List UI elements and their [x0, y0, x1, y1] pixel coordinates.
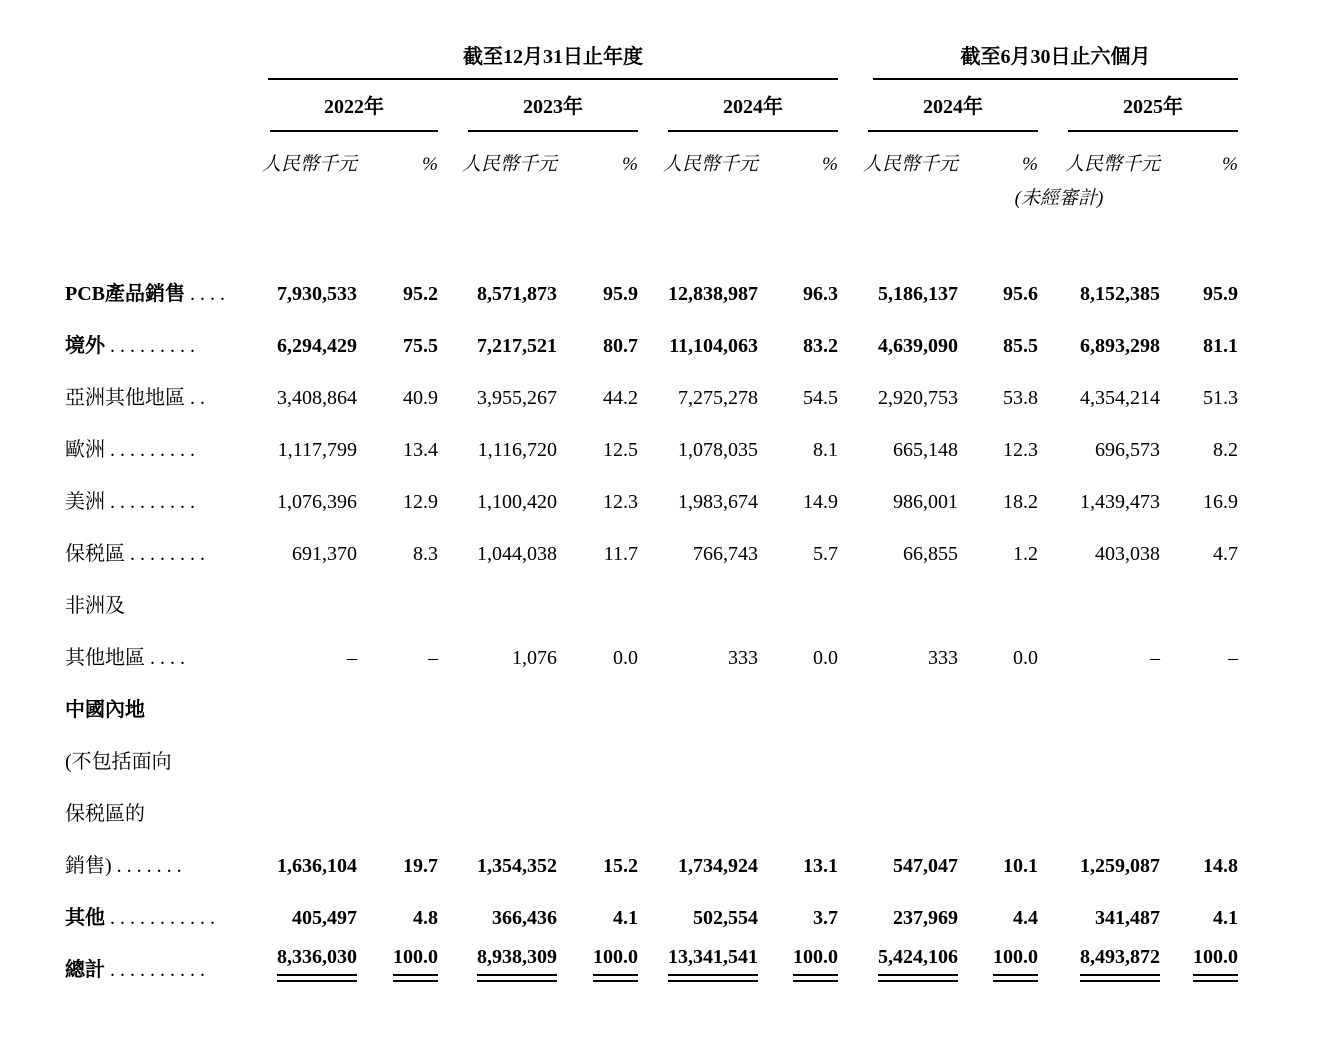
total-value-double-underline: 100.0	[793, 946, 838, 982]
table-row	[65, 878, 1238, 930]
empty-values-span	[240, 722, 1238, 774]
percent-cell: –	[428, 647, 438, 669]
table-row	[65, 774, 1238, 826]
header-body-spacer	[65, 210, 1238, 254]
dot-leader: .........	[110, 335, 200, 357]
row-label: 總計 ..........	[65, 959, 210, 981]
percent-cell: 12.3	[1003, 439, 1038, 461]
percent-cell: –	[1228, 647, 1238, 669]
percent-cell: 14.8	[1203, 855, 1238, 877]
revenue-by-region-table	[65, 38, 1238, 982]
percent-cell: 75.5	[403, 335, 438, 357]
table-row	[65, 566, 1238, 618]
percent-cell: 40.9	[403, 387, 438, 409]
amount-cell: 403,038	[1095, 543, 1160, 565]
table-row	[65, 254, 1238, 306]
amount-cell	[438, 930, 557, 982]
row-label: 非洲及	[65, 595, 125, 617]
percent-cell: 83.2	[803, 335, 838, 357]
amount-cell: 1,076	[512, 647, 557, 669]
financial-table-page	[0, 38, 1342, 1042]
percent-cell: 5.7	[813, 543, 838, 565]
percent-cell: 11.7	[603, 543, 638, 565]
percent-cell: 51.3	[1203, 387, 1238, 409]
percent-cell: 12.9	[403, 491, 438, 513]
year-header-2022: 2022年	[270, 90, 438, 132]
total-value-double-underline: 100.0	[993, 946, 1038, 982]
row-label: 保税區的	[65, 803, 145, 825]
percent-cell: 85.5	[1003, 335, 1038, 357]
total-value-double-underline: 100.0	[1193, 946, 1238, 982]
year-header-row	[65, 80, 1238, 132]
percent-cell: 95.9	[1203, 283, 1238, 305]
row-label: PCB產品銷售 ....	[65, 283, 230, 305]
amount-cell: 4,354,214	[1080, 387, 1160, 409]
percent-cell: 14.9	[803, 491, 838, 513]
amount-cell: 4,639,090	[878, 335, 958, 357]
table-row	[65, 462, 1238, 514]
percent-cell: 95.9	[603, 283, 638, 305]
total-value-double-underline: 100.0	[393, 946, 438, 982]
table-row	[65, 410, 1238, 462]
amount-cell: 1,117,799	[277, 439, 357, 461]
unaudited-note-row	[65, 176, 1238, 210]
percent-cell: 8.2	[1213, 439, 1238, 461]
percent-cell	[557, 930, 638, 982]
row-label: (不包括面向	[65, 751, 172, 773]
percent-cell: 16.9	[1203, 491, 1238, 513]
amount-cell: 6,893,298	[1080, 335, 1160, 357]
percent-cell: 18.2	[1003, 491, 1038, 513]
row-label: 歐洲 .........	[65, 439, 200, 461]
amount-cell: 691,370	[292, 543, 357, 565]
empty-values-span	[240, 774, 1238, 826]
table-row	[65, 670, 1238, 722]
table-row	[65, 306, 1238, 358]
dot-leader: ..........	[110, 959, 210, 981]
amount-cell: 333	[928, 647, 958, 669]
amount-cell: 341,487	[1095, 907, 1160, 929]
table-row	[65, 930, 1238, 982]
percent-cell: 95.2	[403, 283, 438, 305]
amount-cell: 1,116,720	[477, 439, 557, 461]
unit-label: 人民幣千元	[662, 154, 758, 175]
amount-cell: 1,076,396	[277, 491, 357, 513]
units-header-row	[65, 132, 1238, 176]
year-header-2023: 2023年	[468, 90, 638, 132]
amount-cell: 6,294,429	[277, 335, 357, 357]
percent-label: %	[422, 154, 438, 175]
dot-leader: .........	[110, 491, 200, 513]
amount-cell: 1,259,087	[1080, 855, 1160, 877]
amount-cell: 11,104,063	[669, 335, 758, 357]
total-value-double-underline: 100.0	[593, 946, 638, 982]
label-column-spacer	[65, 80, 240, 132]
total-value-double-underline: 13,341,541	[668, 946, 758, 982]
amount-cell: 66,855	[903, 543, 958, 565]
percent-cell: 53.8	[1003, 387, 1038, 409]
amount-cell	[1038, 930, 1160, 982]
table-body	[65, 254, 1238, 982]
unit-label: 人民幣千元	[261, 154, 357, 175]
percent-cell: 0.0	[613, 647, 638, 669]
row-label: 保税區 ........	[65, 543, 210, 565]
dot-leader: ........	[130, 543, 210, 565]
amount-cell: 3,955,267	[477, 387, 557, 409]
amount-cell: 8,571,873	[477, 283, 557, 305]
year-header-2025-interim: 2025年	[1068, 90, 1238, 132]
amount-cell: 405,497	[292, 907, 357, 929]
year-header-2024: 2024年	[668, 90, 838, 132]
percent-label: %	[1222, 154, 1238, 175]
amount-cell	[838, 930, 958, 982]
percent-cell	[1160, 930, 1238, 982]
dot-leader: ....	[190, 283, 230, 305]
percent-cell: 95.6	[1003, 283, 1038, 305]
percent-cell: 3.7	[813, 907, 838, 929]
amount-cell: 1,354,352	[477, 855, 557, 877]
amount-cell: 7,930,533	[277, 283, 357, 305]
percent-cell: 44.2	[603, 387, 638, 409]
percent-cell: 4.1	[1213, 907, 1238, 929]
percent-cell: 12.5	[603, 439, 638, 461]
percent-label: %	[622, 154, 638, 175]
total-value-double-underline: 8,493,872	[1080, 946, 1160, 982]
amount-cell: 1,734,924	[678, 855, 758, 877]
row-label: 境外 .........	[65, 335, 200, 357]
amount-cell: 5,186,137	[878, 283, 958, 305]
percent-cell	[958, 930, 1038, 982]
note-spacer	[65, 176, 958, 210]
percent-cell: 13.1	[803, 855, 838, 877]
amount-cell: –	[347, 647, 357, 669]
percent-cell: 10.1	[1003, 855, 1038, 877]
table-row	[65, 358, 1238, 410]
unit-label: 人民幣千元	[862, 154, 958, 175]
amount-cell: 366,436	[492, 907, 557, 929]
unit-label: 人民幣千元	[1064, 154, 1160, 175]
percent-cell: 81.1	[1203, 335, 1238, 357]
dot-leader: .........	[110, 439, 200, 461]
year-header-2024-interim: 2024年	[868, 90, 1038, 132]
percent-cell	[357, 930, 438, 982]
dot-leader: ....	[150, 647, 190, 669]
total-value-double-underline: 8,938,309	[477, 946, 557, 982]
row-label: 中國內地	[65, 699, 145, 721]
amount-cell: 547,047	[893, 855, 958, 877]
amount-cell: 7,217,521	[477, 335, 557, 357]
percent-cell: 54.5	[803, 387, 838, 409]
table-row	[65, 514, 1238, 566]
percent-cell: 4.7	[1213, 543, 1238, 565]
amount-cell: 986,001	[893, 491, 958, 513]
amount-cell: 1,636,104	[277, 855, 357, 877]
amount-cell: 237,969	[893, 907, 958, 929]
amount-cell: 696,573	[1095, 439, 1160, 461]
amount-cell: 1,439,473	[1080, 491, 1160, 513]
percent-cell: 4.1	[613, 907, 638, 929]
amount-cell: 12,838,987	[668, 283, 758, 305]
percent-cell: 8.1	[813, 439, 838, 461]
amount-cell	[240, 930, 357, 982]
amount-cell: 1,044,038	[477, 543, 557, 565]
amount-cell: 1,078,035	[678, 439, 758, 461]
percent-cell: 4.8	[413, 907, 438, 929]
amount-cell: –	[1150, 647, 1160, 669]
unaudited-note: (未經審計)	[1014, 188, 1104, 209]
empty-values-span	[240, 566, 1238, 618]
amount-cell: 7,275,278	[678, 387, 758, 409]
amount-cell: 766,743	[693, 543, 758, 565]
total-value-double-underline: 8,336,030	[277, 946, 357, 982]
amount-cell: 1,983,674	[678, 491, 758, 513]
amount-cell	[638, 930, 758, 982]
amount-cell: 665,148	[893, 439, 958, 461]
dot-leader: ..	[190, 387, 210, 409]
percent-cell: 0.0	[813, 647, 838, 669]
dot-leader: ...........	[110, 907, 220, 929]
percent-cell: 8.3	[413, 543, 438, 565]
row-label: 銷售) .......	[65, 855, 187, 877]
row-label: 其他 ...........	[65, 907, 220, 929]
percent-cell: 13.4	[403, 439, 438, 461]
percent-cell	[758, 930, 838, 982]
row-label: 亞洲其他地區 ..	[65, 387, 210, 409]
percent-label: %	[1022, 154, 1038, 175]
percent-cell: 19.7	[403, 855, 438, 877]
period-group-header-row	[65, 38, 1238, 80]
dot-leader: .......	[116, 855, 187, 877]
label-column-spacer	[65, 132, 240, 176]
note-spacer	[1160, 176, 1238, 210]
table-row	[65, 722, 1238, 774]
empty-values-span	[240, 670, 1238, 722]
amount-cell: 3,408,864	[277, 387, 357, 409]
table-row	[65, 826, 1238, 878]
percent-cell: 1.2	[1013, 543, 1038, 565]
percent-cell: 12.3	[603, 491, 638, 513]
row-label: 其他地區 ....	[65, 647, 190, 669]
percent-cell: 80.7	[603, 335, 638, 357]
period-header-interim: 截至6月30日止六個月	[873, 40, 1238, 80]
amount-cell: 8,152,385	[1080, 283, 1160, 305]
period-header-annual: 截至12月31日止年度	[268, 40, 838, 80]
row-label: 美洲 .........	[65, 491, 200, 513]
amount-cell: 1,100,420	[477, 491, 557, 513]
label-column-spacer	[65, 38, 240, 80]
percent-cell: 15.2	[603, 855, 638, 877]
percent-cell: 96.3	[803, 283, 838, 305]
amount-cell: 502,554	[693, 907, 758, 929]
table-row	[65, 618, 1238, 670]
total-value-double-underline: 5,424,106	[878, 946, 958, 982]
percent-cell: 0.0	[1013, 647, 1038, 669]
amount-cell: 333	[728, 647, 758, 669]
percent-label: %	[822, 154, 838, 175]
unit-label: 人民幣千元	[461, 154, 557, 175]
amount-cell: 2,920,753	[878, 387, 958, 409]
percent-cell: 4.4	[1013, 907, 1038, 929]
